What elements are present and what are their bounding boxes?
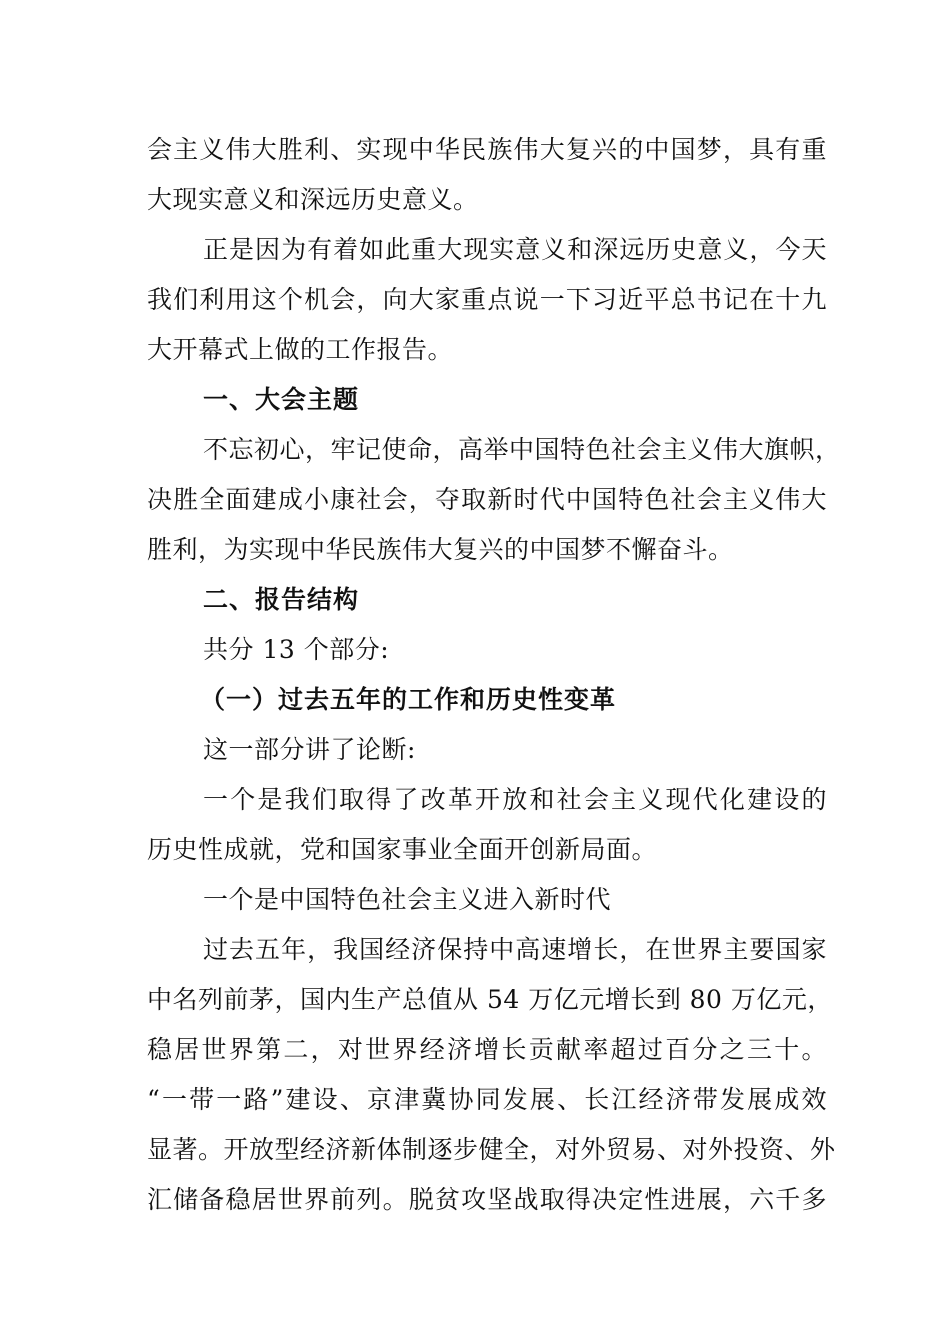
paragraph-line: 历史性成就，党和国家事业全面开创新局面。 [147,835,658,864]
paragraph-line: 这一部分讲了论断: [203,735,416,764]
paragraph-line: 一个是我们取得了改革开放和社会主义现代化建设的 [203,785,827,814]
paragraph-line: 稳居世界第二，对世界经济增长贡献率超过百分之三十。 [147,1035,827,1064]
paragraph-line: 胜利，为实现中华民族伟大复兴的中国梦不懈奋斗。 [147,535,734,564]
paragraph-line: 不忘初心，牢记使命，高举中国特色社会主义伟大旗帜， [203,435,841,464]
subsection-heading: （一）过去五年的工作和历史性变革 [200,685,617,714]
paragraph-line: 显著。开放型经济新体制逐步健全，对外贸易、对外投资、外 [147,1135,836,1164]
paragraph-line: 共分 13 个部分: [203,635,390,664]
paragraph-line: 大开幕式上做的工作报告。 [147,335,454,364]
paragraph-line: 一个是中国特色社会主义进入新时代 [203,885,612,914]
paragraph-line: 过去五年，我国经济保持中高速增长，在世界主要国家 [203,935,827,964]
paragraph-line: “一带一路”建设、京津冀协同发展、长江经济带发展成效 [147,1085,827,1114]
paragraph-line: 中名列前茅，国内生产总值从 54 万亿元增长到 80 万亿元， [147,985,833,1014]
paragraph-line: 我们利用这个机会，向大家重点说一下习近平总书记在十九 [147,285,827,314]
paragraph-line: 决胜全面建成小康社会，夺取新时代中国特色社会主义伟大 [147,485,827,514]
paragraph-line: 会主义伟大胜利、实现中华民族伟大复兴的中国梦，具有重 [147,135,827,164]
paragraph-line: 大现实意义和深远历史意义。 [147,185,479,214]
paragraph-line: 正是因为有着如此重大现实意义和深远历史意义，今天 [203,235,827,264]
section-heading: 二、报告结构 [203,585,360,614]
paragraph-line: 汇储备稳居世界前列。脱贫攻坚战取得决定性进展，六千多 [147,1185,827,1214]
section-heading: 一、大会主题 [203,385,360,414]
